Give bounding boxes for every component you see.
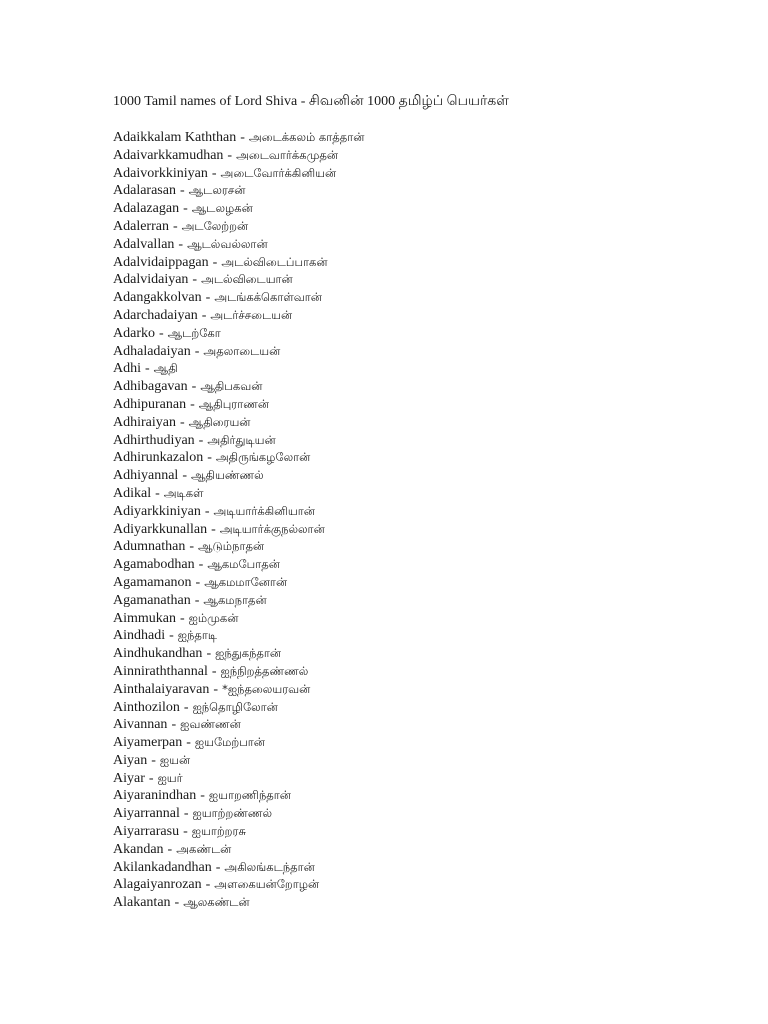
tamil-name: அடல்விடைப்பாகன் — [221, 254, 328, 269]
separator: - — [211, 663, 217, 679]
tamil-name: அடலேற்றன் — [181, 218, 249, 233]
tamil-name: ஐயன் — [159, 752, 191, 767]
english-name: Adalazagan — [113, 201, 180, 217]
english-name: Aindhadi — [113, 628, 166, 644]
tamil-name: ஆடற்கோ — [167, 325, 221, 340]
english-name: Adiyarkkiniyan — [113, 503, 201, 519]
tamil-name: ஆகமநாதன் — [203, 592, 267, 607]
tamil-name: ஆதிபுராணன் — [198, 396, 270, 411]
list-item — [113, 805, 364, 823]
separator: - — [179, 414, 185, 430]
list-item — [113, 396, 364, 414]
tamil-name: அடிகள் — [163, 485, 204, 500]
list-item — [113, 894, 364, 912]
list-item — [113, 627, 364, 645]
separator: - — [179, 183, 185, 199]
tamil-name: அதலாடையன் — [203, 343, 281, 358]
tamil-name: ஐந்தாடி — [177, 628, 218, 643]
english-name: Adalvallan — [113, 236, 175, 252]
tamil-name: அதிர்துடியன் — [207, 432, 276, 447]
separator: - — [171, 717, 177, 733]
english-name: Adhirunkazalon — [113, 450, 204, 466]
tamil-name: ஐவண்ணன் — [180, 717, 241, 732]
english-name: Aiyarrarasu — [113, 824, 180, 840]
list-item — [113, 716, 364, 734]
english-name: Agamanathan — [113, 592, 191, 608]
separator: - — [206, 646, 212, 662]
tamil-name: ஆதியண்ணல் — [191, 468, 264, 483]
list-item — [113, 307, 364, 325]
list-item — [113, 876, 364, 894]
tamil-name: ஐம்முகன் — [188, 610, 239, 625]
tamil-name: ஆகமபோதன் — [207, 557, 280, 572]
english-name: Adangakkolvan — [113, 290, 202, 306]
separator: - — [201, 307, 207, 323]
list-item — [113, 432, 364, 450]
english-name: Adarko — [113, 325, 155, 341]
english-name: Alagaiyanrozan — [113, 877, 202, 893]
list-item — [113, 592, 364, 610]
separator: - — [194, 343, 200, 359]
english-name: Ainthozilon — [113, 699, 180, 715]
list-item — [113, 165, 364, 183]
english-name: Adalerran — [113, 218, 169, 234]
separator: - — [151, 752, 156, 768]
tamil-name: அதிருங்கழலோன் — [215, 450, 311, 465]
english-name: Adhiyannal — [113, 468, 179, 484]
english-name: Adaivorkkiniyan — [113, 165, 208, 181]
english-name: Adarchadaiyan — [113, 307, 198, 323]
separator: - — [145, 361, 150, 377]
separator: - — [211, 165, 217, 181]
separator: - — [227, 147, 233, 163]
english-name: Ainniraththannal — [113, 663, 208, 679]
separator: - — [200, 788, 205, 804]
tamil-name: அகண்டன் — [176, 841, 232, 856]
tamil-name: *ஐந்தலையரவன் — [222, 681, 311, 696]
separator: - — [155, 485, 160, 501]
tamil-name: ஆடலரசன் — [188, 183, 246, 198]
list-item — [113, 343, 364, 361]
english-name: Akilankadandhan — [113, 859, 212, 875]
tamil-name: ஐந்தொழிலோன் — [192, 699, 278, 714]
list-item — [113, 325, 364, 343]
tamil-name: ஆடலழகன் — [191, 201, 253, 216]
separator: - — [240, 130, 245, 145]
list-item — [113, 147, 364, 165]
list-item — [113, 521, 364, 539]
list-item — [113, 289, 364, 307]
separator: - — [183, 699, 189, 715]
list-item — [113, 254, 364, 272]
english-name: Aiyar — [113, 770, 145, 786]
english-name: Adalvidaiyan — [113, 272, 189, 288]
list-item — [113, 360, 364, 378]
english-name: Aimmukan — [113, 610, 176, 626]
tamil-name: ஐயாறணிந்தான் — [208, 788, 291, 803]
list-item — [113, 236, 364, 254]
list-item — [113, 574, 364, 592]
separator: - — [169, 628, 174, 644]
separator: - — [205, 290, 211, 306]
tamil-name: ஆலகண்டன் — [183, 895, 250, 910]
english-name: Aiyan — [113, 752, 148, 768]
english-name: Adumnathan — [113, 539, 186, 555]
tamil-name: ஐயமேற்பான் — [194, 735, 265, 750]
separator: - — [183, 806, 189, 822]
list-item — [113, 467, 364, 485]
english-name: Agamabodhan — [113, 557, 195, 573]
list-item — [113, 681, 364, 699]
tamil-name: அடல்விடையான் — [201, 272, 293, 287]
list-item — [113, 841, 364, 859]
tamil-name: ஆதிரையன் — [188, 414, 251, 429]
separator: - — [183, 201, 188, 217]
tamil-name: அடர்ச்சடையன் — [210, 307, 293, 322]
english-name: Ainthalaiyaravan — [113, 681, 210, 697]
tamil-name: அகிலங்கடந்தான் — [224, 859, 315, 874]
separator: - — [192, 272, 198, 288]
english-name: Adaivarkkamudhan — [113, 147, 224, 163]
separator: - — [215, 859, 221, 875]
list-item — [113, 752, 364, 770]
list-item — [113, 787, 364, 805]
separator: - — [189, 539, 194, 555]
names-list — [113, 129, 364, 912]
english-name: Akandan — [113, 841, 164, 857]
english-name: Adhiraiyan — [113, 414, 176, 430]
english-name: Adhipuranan — [113, 396, 187, 412]
separator: - — [198, 432, 204, 448]
tamil-name: அடியார்க்குநல்லான் — [219, 521, 325, 536]
english-name: Adaikkalam Kaththan — [113, 130, 237, 145]
separator: - — [194, 592, 200, 608]
list-item — [113, 770, 364, 788]
separator: - — [178, 236, 184, 252]
separator: - — [195, 574, 201, 590]
list-item — [113, 556, 364, 574]
list-item — [113, 218, 364, 236]
english-name: Aiyamerpan — [113, 735, 183, 751]
tamil-name: ஐயாற்றண்ணல் — [192, 806, 273, 821]
separator: - — [207, 450, 212, 466]
english-name: Agamamanon — [113, 574, 192, 590]
tamil-name: ஆடல்வல்லான் — [187, 236, 268, 251]
tamil-name: ஐயர் — [157, 770, 183, 785]
separator: - — [186, 735, 191, 751]
list-item — [113, 823, 364, 841]
separator: - — [213, 681, 219, 697]
list-item — [113, 200, 364, 218]
tamil-name: ஆதிபகவன் — [200, 379, 263, 394]
list-item — [113, 610, 364, 628]
list-item — [113, 378, 364, 396]
separator: - — [167, 841, 173, 857]
list-item — [113, 449, 364, 467]
separator: - — [159, 325, 164, 341]
separator: - — [205, 877, 211, 893]
english-name: Aivannan — [113, 717, 168, 733]
separator: - — [204, 503, 210, 519]
english-name: Aiyarrannal — [113, 806, 180, 822]
separator: - — [190, 396, 195, 412]
list-item — [113, 663, 364, 681]
list-item — [113, 859, 364, 877]
tamil-name: அடியார்க்கினியான் — [213, 503, 315, 518]
tamil-name: அடைக்கலம் காத்தான் — [248, 130, 365, 144]
list-item — [113, 734, 364, 752]
tamil-name: ஐந்நிறத்தண்ணல் — [220, 663, 309, 678]
english-name: Adalvidaippagan — [113, 254, 209, 270]
tamil-name: ஆதி — [153, 361, 178, 376]
separator: - — [183, 824, 188, 840]
separator: - — [182, 468, 187, 484]
separator: - — [212, 254, 218, 270]
english-name: Adikal — [113, 485, 152, 501]
english-name: Alakantan — [113, 895, 171, 911]
tamil-name: ஐயாற்றரசு — [191, 824, 246, 839]
separator: - — [148, 770, 154, 786]
tamil-name: ஐந்துகந்தான் — [215, 646, 282, 661]
list-item — [113, 538, 364, 556]
separator: - — [198, 557, 204, 573]
separator: - — [180, 610, 185, 626]
list-item — [113, 645, 364, 663]
english-name: Adhaladaiyan — [113, 343, 191, 359]
separator: - — [172, 218, 178, 234]
list-item — [113, 271, 364, 289]
separator: - — [174, 895, 180, 911]
tamil-name: ஆடும்நாதன் — [198, 539, 265, 554]
separator: - — [211, 521, 216, 537]
list-item — [113, 182, 364, 200]
list-item — [113, 485, 364, 503]
list-item — [113, 503, 364, 521]
english-name: Adhirthudiyan — [113, 432, 195, 448]
english-name: Aiyaranindhan — [113, 788, 197, 804]
tamil-name: அடங்கக்கொள்வான் — [214, 290, 322, 305]
list-item — [113, 129, 364, 147]
english-name: Adhibagavan — [113, 379, 188, 395]
english-name: Adhi — [113, 361, 141, 377]
english-name: Adalarasan — [113, 183, 176, 199]
english-name: Aindhukandhan — [113, 646, 203, 662]
tamil-name: அளகையன்றோழன் — [214, 877, 320, 892]
tamil-name: ஆகமமானோன் — [204, 574, 288, 589]
tamil-name: அடைவோர்க்கினியன் — [220, 165, 337, 180]
list-item — [113, 414, 364, 432]
list-item — [113, 699, 364, 717]
page-title: 1000 Tamil names of Lord Shiva - சிவனின் 1000 தமிழ்ப் பெயர்கள் — [113, 94, 509, 109]
tamil-name: அடைவார்க்கமுதன் — [236, 147, 339, 162]
separator: - — [191, 379, 197, 395]
english-name: Adiyarkkunallan — [113, 521, 208, 537]
